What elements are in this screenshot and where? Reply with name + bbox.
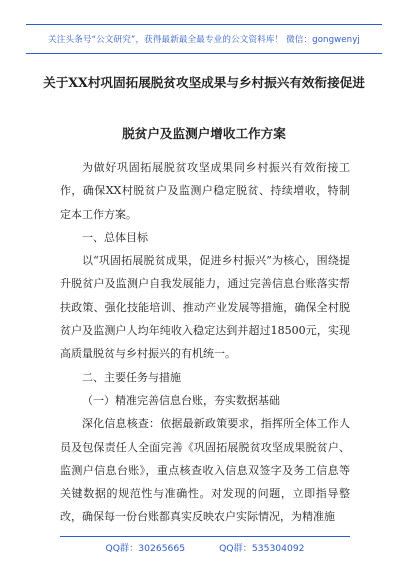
intro-paragraph: 为做好巩固拓展脱贫攻坚成果同乡村振兴有效衔接工作，确保XX村脱贫户及监测户稳定脱贫、持续增收，特制定本工作方案。 xyxy=(60,161,350,221)
qq-group-1: QQ群：30265665 xyxy=(105,543,186,554)
section-2-heading: 二、主要任务与措施 xyxy=(82,370,181,384)
section-1-paragraph: 以“巩固拓展脱贫成果，促进乡村振兴”为核心，围绕提升脱贫户及监测户自我发展能力，通过完善信息台账落实帮扶政策、强化技能培训、推动产业发展等措施，确保全村脱贫户及监测户人均年纯收入稳定达到并超过18500元，实现高质量脱贫与乡村振兴的有机统一。 xyxy=(60,254,350,361)
qq-group-2: QQ群：535304092 xyxy=(219,543,305,554)
promo-banner xyxy=(26,24,382,54)
section-1-heading: 一、总体目标 xyxy=(82,230,148,244)
document-body xyxy=(60,156,350,529)
document-title-line-2: 脱贫户及监测户增收工作方案 xyxy=(122,126,286,141)
footer-contact xyxy=(60,536,350,555)
subsection-1-paragraph: 深化信息核查：依据最新政策要求，指挥所全体工作人员及包保责任人全面完善《巩固拓展脱贫攻坚成果脱贫户、监测户信息台账》，重点核查收入信息双签字及务工信息等关键数据的规范性与准确性。对发现的问题，立即指导整改，确保每一份台账都真实反映农户实际情况，为精准施 xyxy=(60,417,350,524)
subsection-1-heading: （一）精准完善信息台账，夯实数据基础 xyxy=(82,393,280,407)
document-title-line-1: 关于XX村巩固拓展脱贫攻坚成果与乡村振兴有效衔接促进 xyxy=(43,75,365,90)
promo-banner-text: 关注头条号“公文研究”，获得最新最全最专业的公文资料库！ 微信：gongwenyj xyxy=(48,35,360,45)
